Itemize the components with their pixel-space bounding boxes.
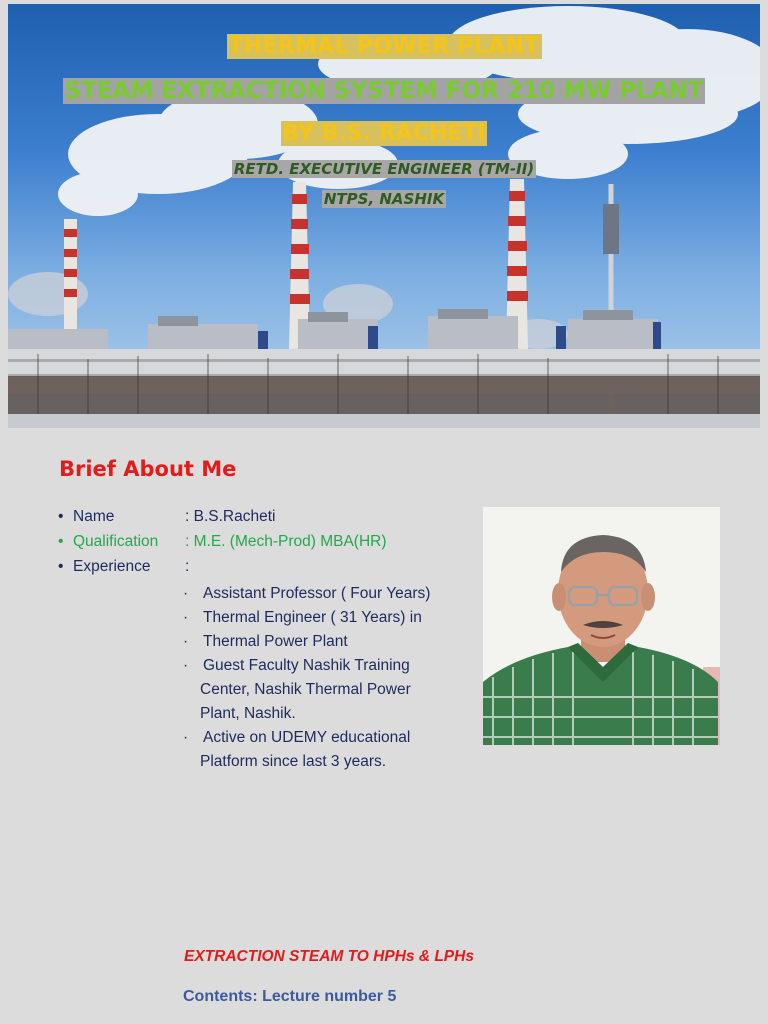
title-line-3: BY B.S. RACHETI <box>282 121 486 146</box>
experience-text: Guest Faculty Nashik Training <box>203 657 410 674</box>
person-portrait-icon <box>483 507 720 745</box>
lecture-topic: EXTRACTION STEAM TO HPHs & LPHs <box>184 948 474 965</box>
info-value: : <box>185 558 190 575</box>
experience-text: Assistant Professor ( Four Years) <box>203 585 431 602</box>
info-label: Qualification <box>73 533 159 550</box>
experience-text: Thermal Engineer ( 31 Years) in <box>203 609 422 626</box>
bullet: • <box>58 558 64 575</box>
profile-photo <box>483 507 720 745</box>
experience-text: Thermal Power Plant <box>203 633 348 650</box>
bullet: • <box>58 533 64 550</box>
info-label: Name <box>73 508 115 525</box>
header-banner <box>8 4 760 428</box>
experience-text: Plant, Nashik. <box>200 705 296 722</box>
sub-bullet: · <box>183 657 189 674</box>
info-label: Experience <box>73 558 151 575</box>
title-line-5: NTPS, NASHIK <box>323 190 445 208</box>
title-line-2: STEAM EXTRACTION SYSTEM FOR 210 MW PLANT <box>64 78 704 104</box>
sub-bullet: · <box>183 729 189 746</box>
title-line-1: THERMAL POWER PLANT <box>228 34 540 59</box>
title-line-4: RETD. EXECUTIVE ENGINEER (TM-II) <box>233 160 535 178</box>
sub-bullet: · <box>183 633 189 650</box>
experience-text: Center, Nashik Thermal Power <box>200 681 411 698</box>
experience-text: Platform since last 3 years. <box>200 753 387 770</box>
sub-bullet: · <box>183 585 189 602</box>
power-plant-illustration <box>8 4 760 428</box>
sub-bullet: · <box>183 609 189 626</box>
about-heading: Brief About Me <box>59 457 237 481</box>
info-value: : M.E. (Mech-Prod) MBA(HR) <box>185 533 387 550</box>
lecture-contents: Contents: Lecture number 5 <box>183 988 397 1005</box>
info-value: : B.S.Racheti <box>185 508 276 525</box>
experience-text: Active on UDEMY educational <box>203 729 411 746</box>
bullet: • <box>58 508 64 525</box>
